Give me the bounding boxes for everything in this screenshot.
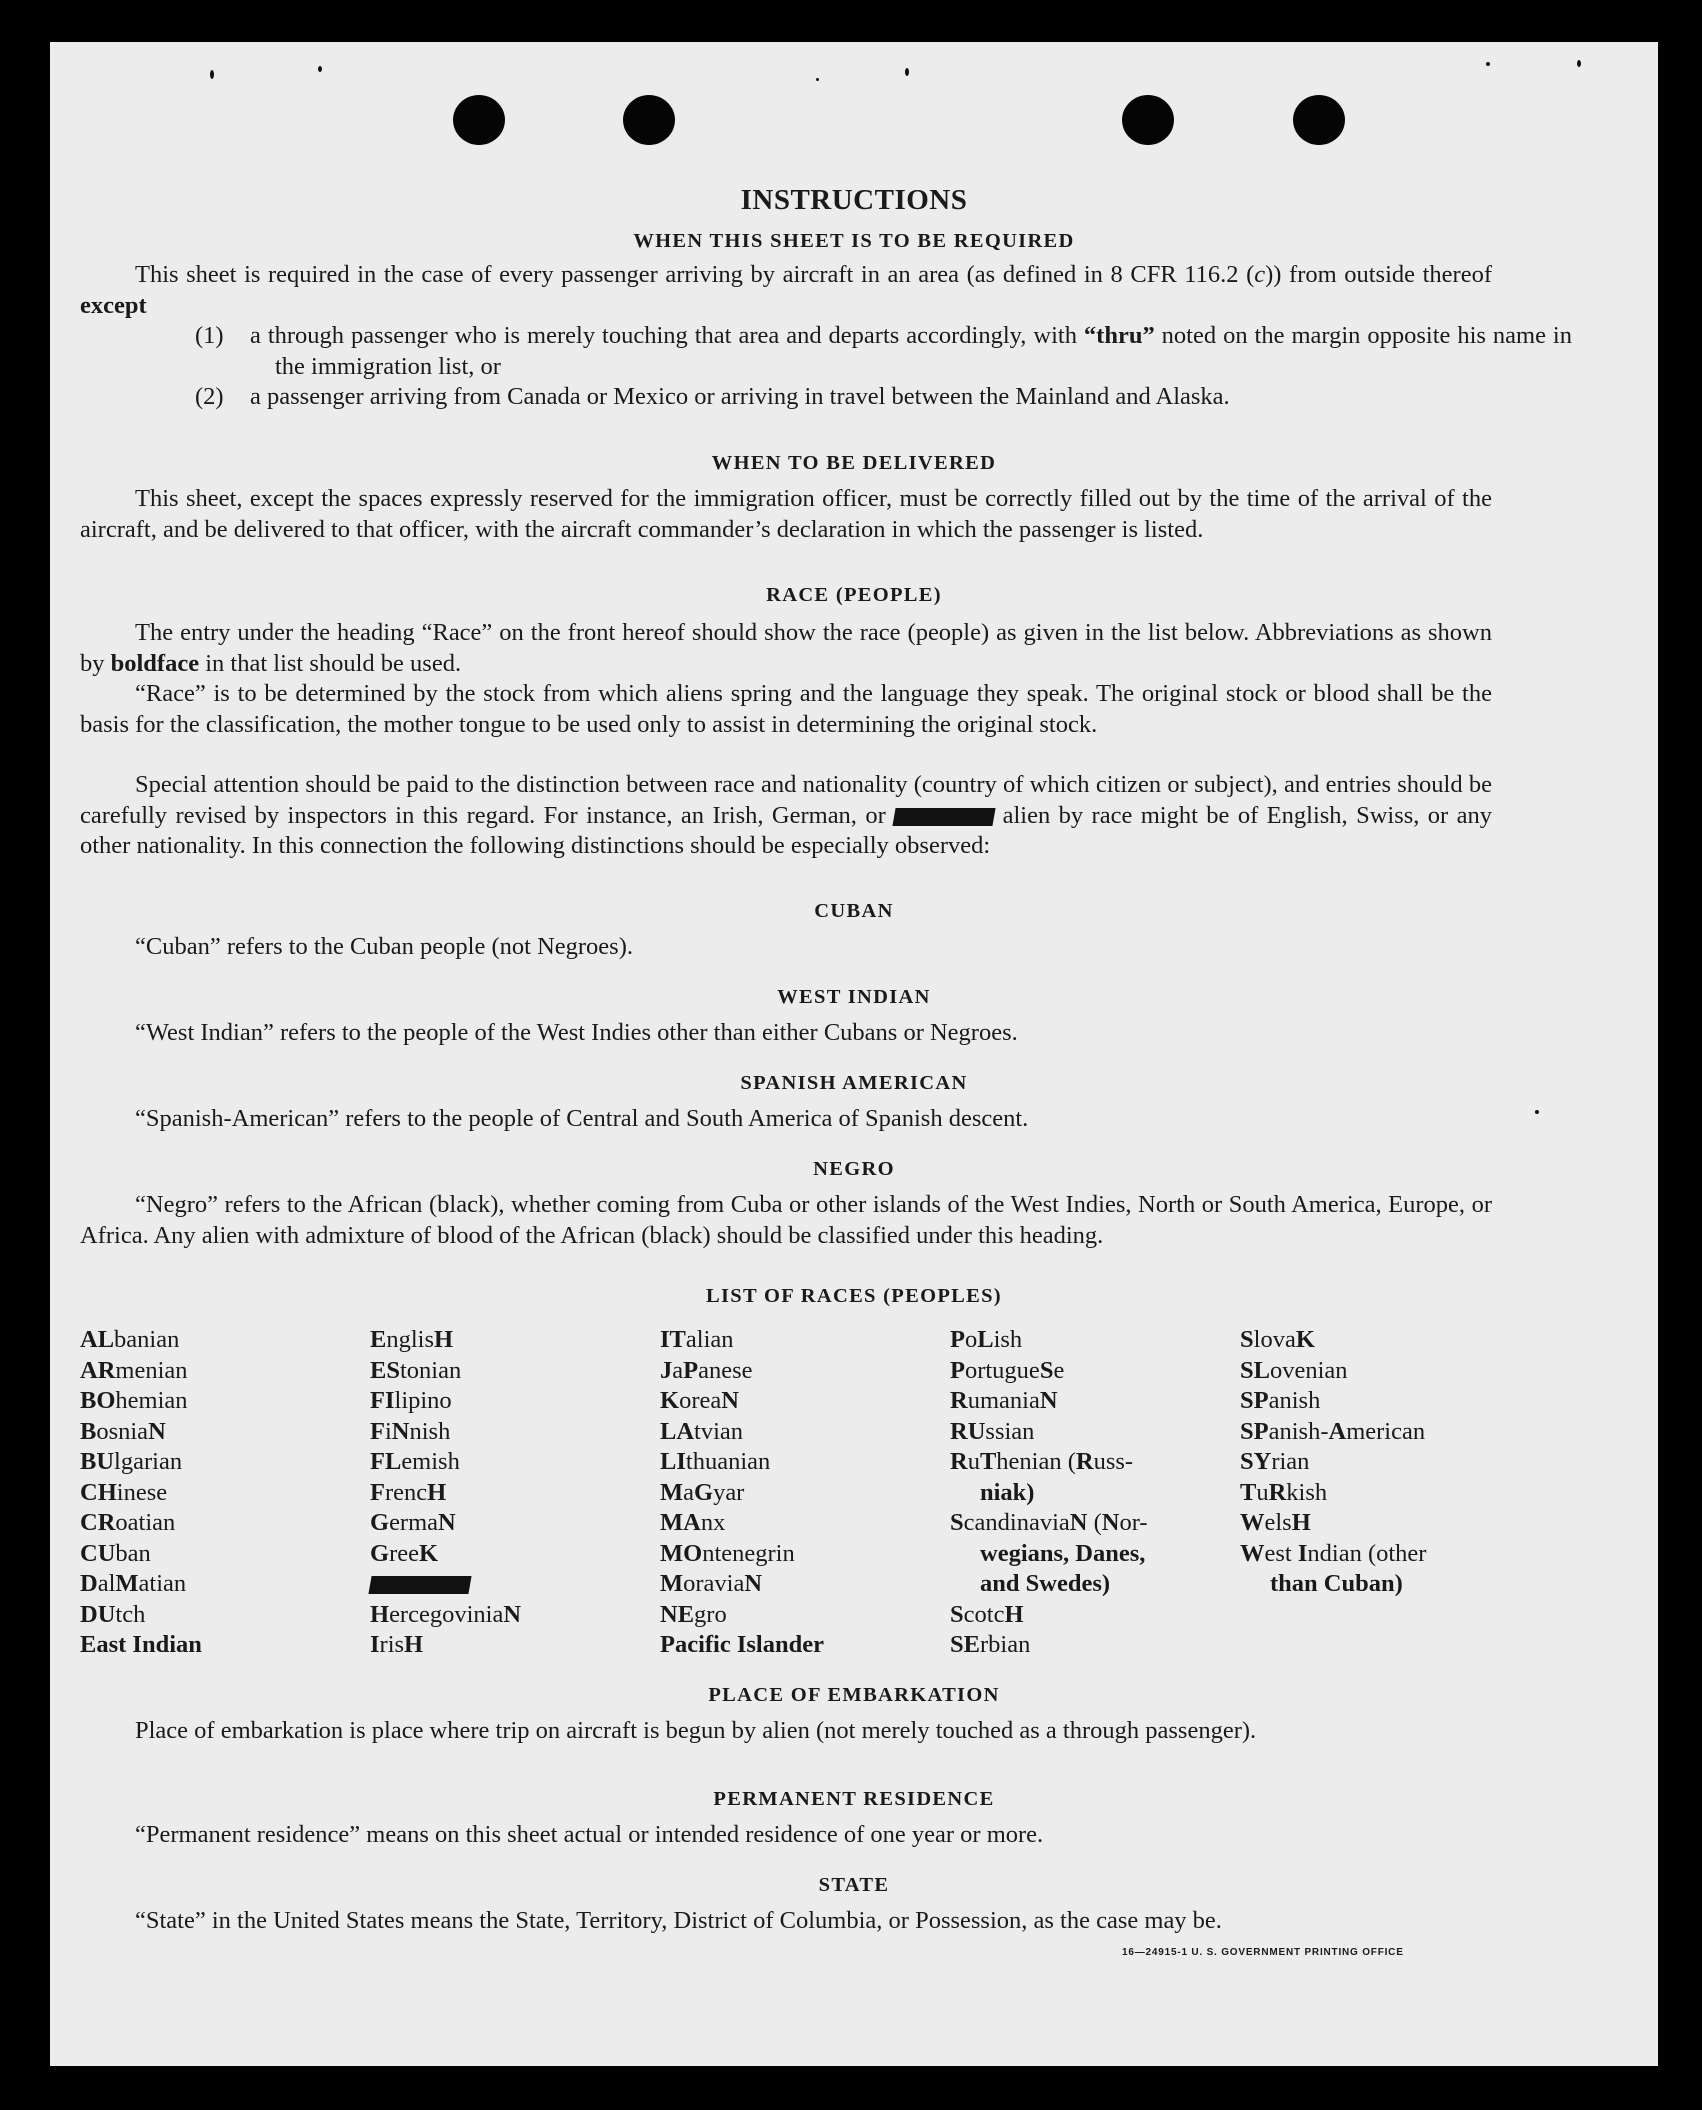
- races-column-1: [80, 1325, 370, 1661]
- race-entry: SYrian: [1240, 1448, 1310, 1475]
- heading-list-of-races: LIST OF RACES (PEOPLES): [706, 1285, 1002, 1307]
- punch-hole: [1122, 95, 1174, 145]
- heading-state: STATE: [818, 1874, 890, 1896]
- race-entry: FrencH: [370, 1478, 447, 1506]
- race-entry: SPanish: [1240, 1387, 1321, 1414]
- race-entry: MOntenegrin: [660, 1539, 795, 1567]
- race-entry: DalMatian: [80, 1570, 187, 1597]
- race-entry: East Indian: [80, 1631, 202, 1658]
- race-entry: ALbanian: [80, 1326, 180, 1353]
- race-entry: SErbian: [950, 1631, 1031, 1658]
- race-entry: FiNnish: [370, 1417, 451, 1445]
- race-entry: DUtch: [80, 1600, 146, 1628]
- race-entry: wegians, Danes,: [980, 1539, 1146, 1567]
- heading-cuban: CUBAN: [814, 900, 894, 922]
- race-entry: LIthuanian: [660, 1448, 771, 1475]
- races-list: [80, 1325, 1530, 1661]
- paragraph-required-intro: This sheet is required in the case of every passenger arriving by aircraft in an area (as defined in 8 CFR 116.2 (c)) from outside thereof except: [80, 261, 1492, 319]
- race-entry: EStonian: [370, 1356, 462, 1384]
- race-entry: IrisH: [370, 1631, 424, 1658]
- race-entry: [370, 1569, 660, 1600]
- heading-negro: NEGRO: [813, 1158, 895, 1180]
- race-entry: PortugueSe: [950, 1356, 1065, 1384]
- page-title: INSTRUCTIONS: [740, 184, 968, 216]
- race-entry: JaPanese: [660, 1356, 753, 1384]
- paragraph-race-2: “Race” is to be determined by the stock from which aliens spring and the language they speak. The original stock or blood shall be the basis for the classification, the mother tongue to be used only to assist in determining the original stock.: [80, 680, 1492, 738]
- race-entry: MoraviaN: [660, 1570, 763, 1597]
- paragraph-negro: “Negro” refers to the African (black), whether coming from Cuba or other islands of the West Indies, North or South America, Europe, or Africa. Any alien with admixture of blood of the African (black) should be classified under this heading.: [80, 1191, 1492, 1249]
- race-entry: CHinese: [80, 1478, 168, 1506]
- paragraph-permanent-residence: “Permanent residence” means on this sheet actual or intended residence of one year or more.: [135, 1821, 1044, 1848]
- race-entry: SPanish-American: [1240, 1417, 1426, 1445]
- race-entry: SlovaK: [1240, 1326, 1315, 1353]
- heading-when-required: WHEN THIS SHEET IS TO BE REQUIRED: [633, 230, 1075, 252]
- races-column-2: [370, 1325, 660, 1661]
- redaction-mark: [893, 808, 996, 826]
- race-entry: GreeK: [370, 1539, 439, 1567]
- race-entry: RUssian: [950, 1417, 1035, 1445]
- race-entry: ARmenian: [80, 1356, 188, 1384]
- redaction-mark: [368, 1576, 471, 1594]
- paragraph-west-indian: “West Indian” refers to the people of the West Indies other than either Cubans or Negroes.: [135, 1019, 1018, 1046]
- race-entry: RuThenian (Russ-: [950, 1448, 1134, 1475]
- race-entry: than Cuban): [1270, 1570, 1403, 1597]
- paragraph-state: “State” in the United States means the State, Territory, District of Columbia, or Possession, as the case may be.: [135, 1907, 1222, 1934]
- paragraph-race-1: The entry under the heading “Race” on the front hereof should show the race (people) as given in the list below. Abbreviations as shown by boldface in that list should be used.: [80, 619, 1492, 677]
- race-entry: ITalian: [660, 1326, 734, 1353]
- paragraph-race-3: Special attention should be paid to the distinction between race and nationality (country of which citizen or subject), and entries should be carefully revised by inspectors in this regard. For instance, an Irish, German, or alien by race might be of English, Swiss, or any other nationality. In this connection the following distinctions should be especially observed:: [80, 771, 1492, 859]
- heading-spanish-american: SPANISH AMERICAN: [740, 1072, 968, 1094]
- race-entry: EnglisH: [370, 1326, 454, 1353]
- document-sheet: [50, 42, 1658, 2066]
- race-entry: NEgro: [660, 1600, 727, 1628]
- race-entry: KoreaN: [660, 1387, 739, 1414]
- race-entry: FLemish: [370, 1448, 460, 1475]
- race-entry: BUlgarian: [80, 1448, 183, 1475]
- heading-permanent-residence: PERMANENT RESIDENCE: [713, 1788, 995, 1810]
- race-entry: BosniaN: [80, 1417, 166, 1445]
- list-item-exception-2: (2) a passenger arriving from Canada or Mexico or arriving in travel between the Mainland and Alaska.: [195, 383, 1230, 410]
- race-entry: MAnx: [660, 1509, 726, 1536]
- race-entry: CUban: [80, 1539, 151, 1567]
- punch-hole: [1293, 95, 1345, 145]
- race-entry: ScotcH: [950, 1600, 1024, 1628]
- heading-race: RACE (PEOPLE): [766, 584, 942, 606]
- races-column-3: [660, 1325, 950, 1661]
- race-entry: LAtvian: [660, 1417, 744, 1445]
- race-entry: HercegoviniaN: [370, 1600, 522, 1628]
- race-entry: RumaniaN: [950, 1387, 1058, 1414]
- paragraph-cuban: “Cuban” refers to the Cuban people (not Negroes).: [135, 933, 633, 960]
- heading-when-delivered: WHEN TO BE DELIVERED: [711, 452, 997, 474]
- punch-hole: [453, 95, 505, 145]
- race-entry: GermaN: [370, 1509, 456, 1536]
- race-entry: niak): [980, 1478, 1035, 1506]
- races-column-4: [950, 1325, 1240, 1661]
- race-entry: PoLish: [950, 1326, 1023, 1353]
- race-entry: TuRkish: [1240, 1478, 1328, 1506]
- heading-west-indian: WEST INDIAN: [777, 986, 931, 1008]
- race-entry: BOhemian: [80, 1387, 188, 1414]
- race-entry: West Indian (other: [1240, 1539, 1427, 1567]
- race-entry: SLovenian: [1240, 1356, 1348, 1384]
- race-entry: MaGyar: [660, 1478, 745, 1506]
- race-entry: and Swedes): [980, 1570, 1111, 1597]
- heading-embarkation: PLACE OF EMBARKATION: [708, 1684, 1000, 1706]
- printer-imprint: 16—24915-1 U. S. GOVERNMENT PRINTING OFFICE: [1122, 1947, 1404, 1958]
- race-entry: WelsH: [1240, 1509, 1311, 1536]
- race-entry: ScandinaviaN (Nor-: [950, 1509, 1148, 1536]
- race-entry: FIlipino: [370, 1387, 452, 1414]
- race-entry: Pacific Islander: [660, 1631, 824, 1658]
- race-entry: CRoatian: [80, 1509, 176, 1536]
- paragraph-embarkation: Place of embarkation is place where trip on aircraft is begun by alien (not merely touched as a through passenger).: [135, 1717, 1257, 1744]
- races-column-5: [1240, 1325, 1530, 1661]
- paragraph-delivered: This sheet, except the spaces expressly reserved for the immigration officer, must be correctly filled out by the time of the arrival of the aircraft, and be delivered to that officer, with the aircraft commander’s declaration in which the passenger is listed.: [80, 485, 1492, 543]
- list-item-exception-1: (1) a through passenger who is merely touching that area and departs accordingly, with “thru” noted on the margin opposite his name in the immigration list, or: [195, 322, 1572, 380]
- paragraph-spanish-american: “Spanish-American” refers to the people of Central and South America of Spanish descent.: [135, 1105, 1029, 1132]
- punch-hole: [623, 95, 675, 145]
